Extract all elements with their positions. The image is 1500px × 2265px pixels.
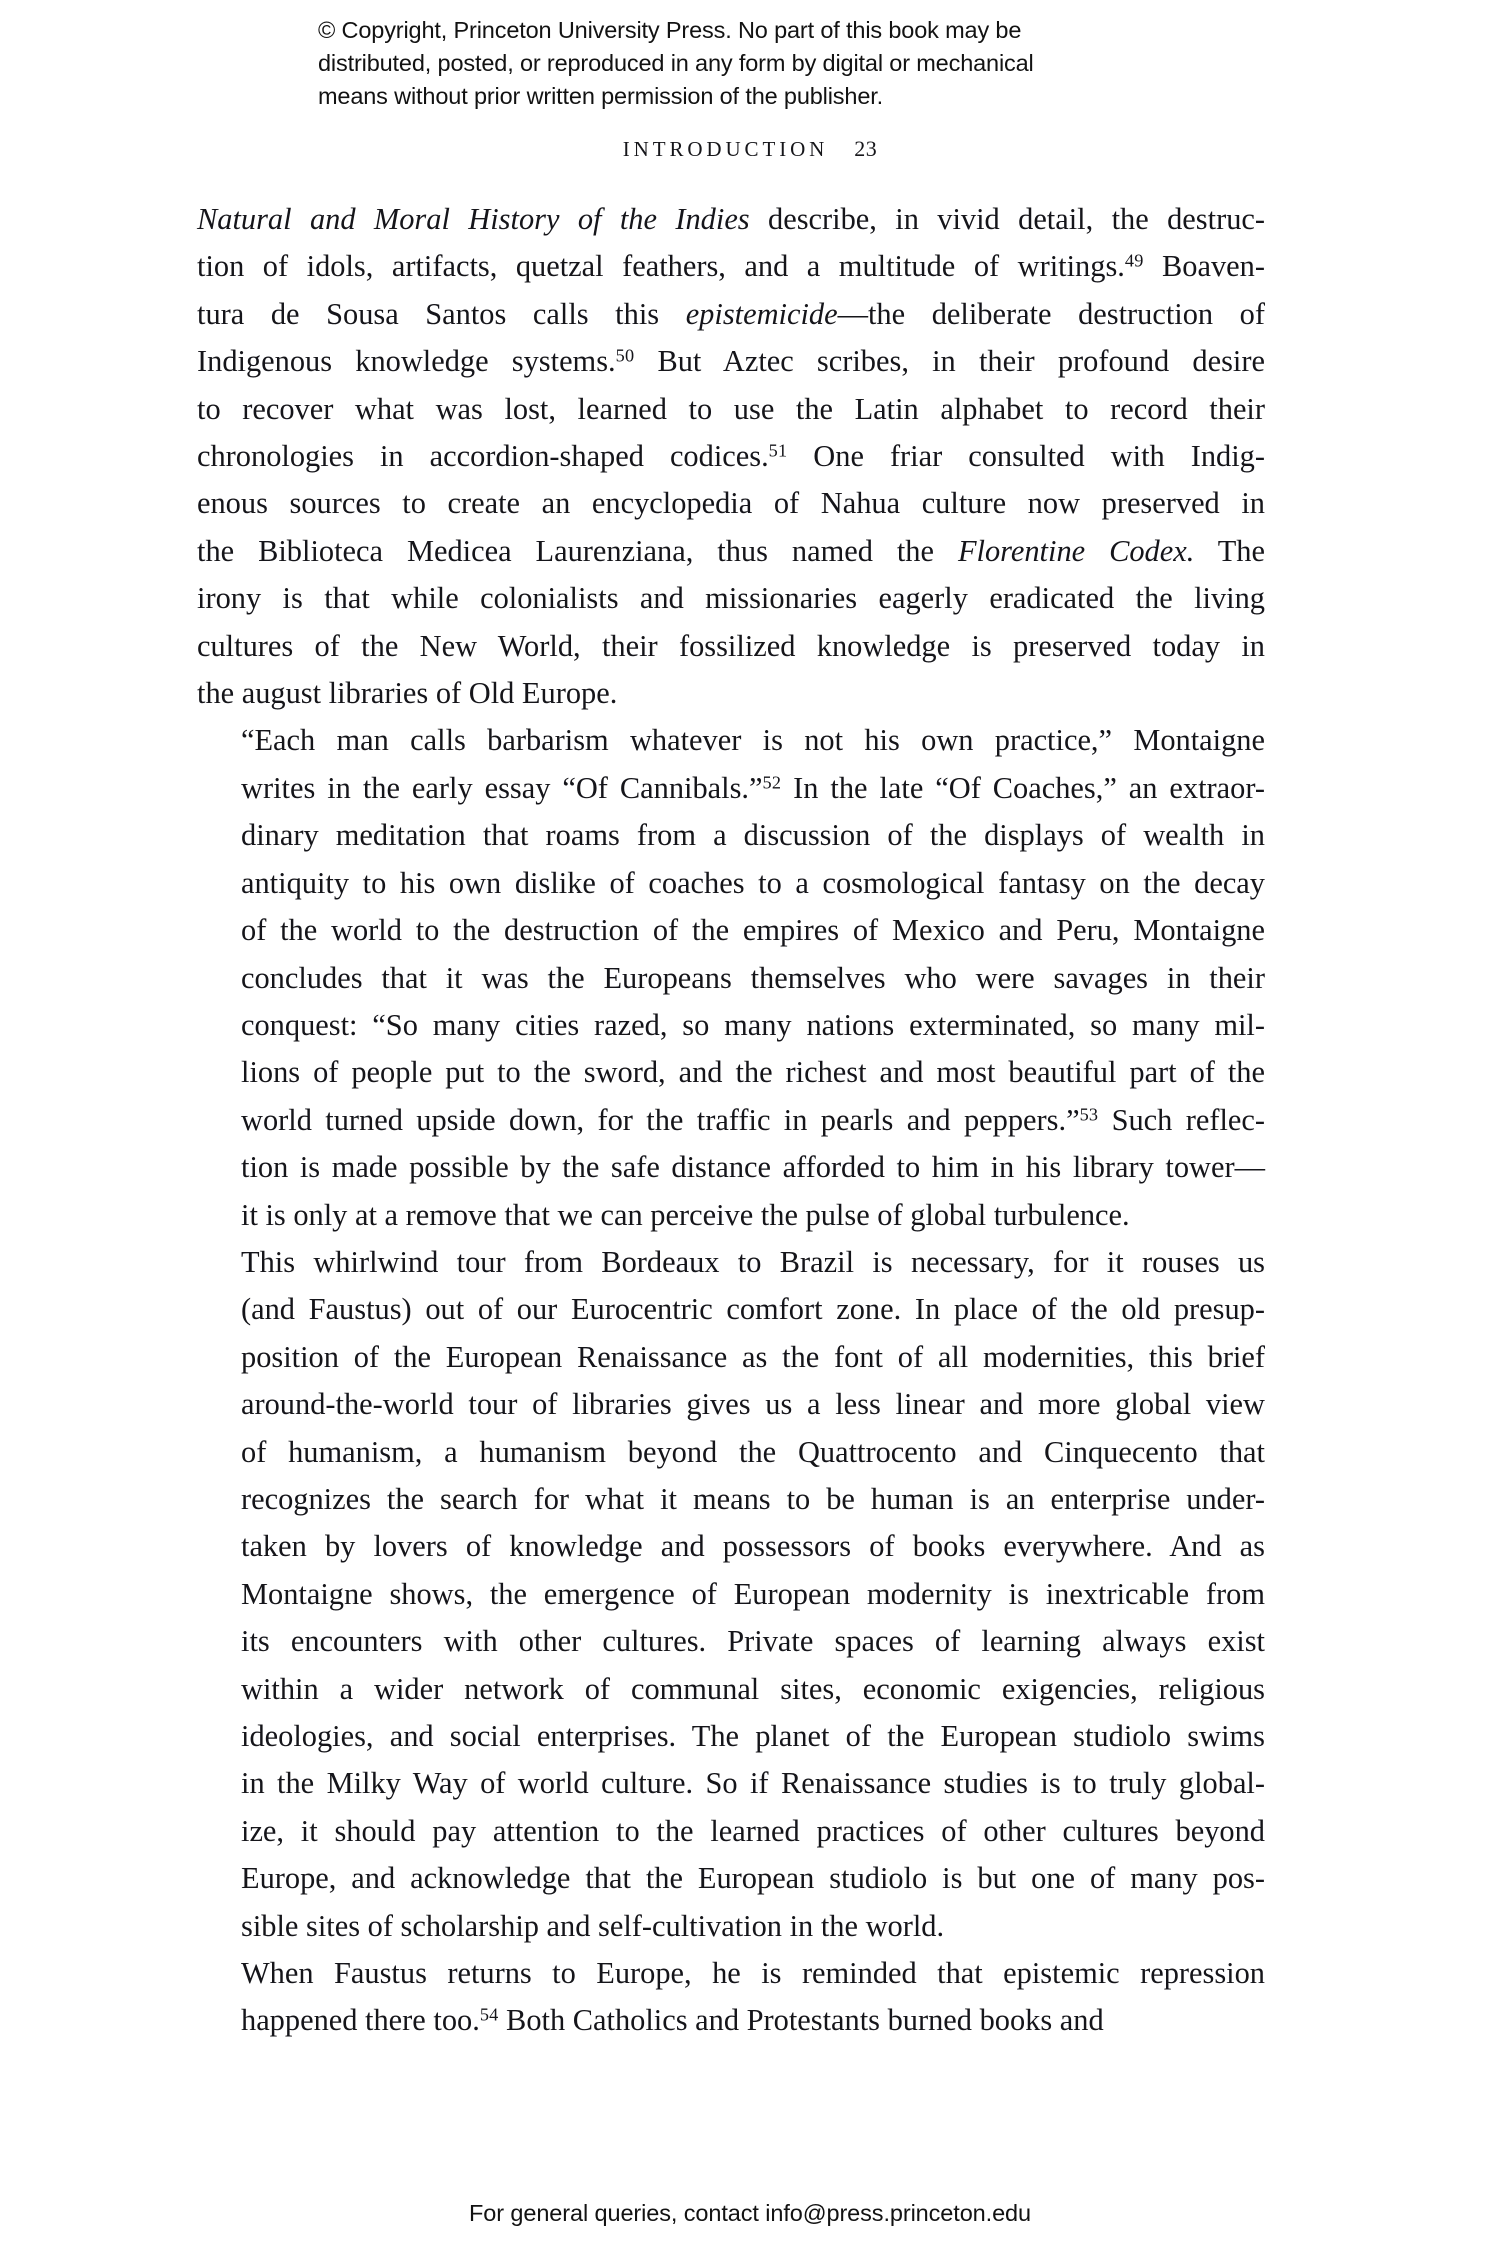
page-number: 23	[854, 136, 878, 161]
body-line: tura de Sousa Santos calls this epistemicide—the deliberate destruction of	[197, 296, 1266, 331]
body-line: cultures of the New World, their fossilized knowledge is preserved today in	[197, 628, 1265, 663]
copyright-line: © Copyright, Princeton University Press. No part of this book may be	[318, 17, 1022, 43]
body-line: world turned upside down, for the traffic in pearls and peppers.”$^{53}$ Such reflec-	[241, 1102, 1265, 1137]
body-line: the Biblioteca Medicea Laurenziana, thus named the Florentine Codex. The	[197, 533, 1265, 568]
body-line: position of the European Renaissance as the font of all modernities, this brief	[241, 1339, 1265, 1374]
body-line: tion is made possible by the safe distance afforded to him in his library tower—	[241, 1150, 1265, 1185]
body-line: concludes that it was the Europeans themselves who were savages in their	[241, 960, 1265, 995]
body-paragraph	[197, 717, 1265, 1238]
body-text-column	[197, 196, 1265, 2045]
body-line: it is only at a remove that we can perceive the pulse of global turbulence.	[241, 1197, 1130, 1232]
body-line: (and Faustus) out of our Eurocentric comfort zone. In place of the old presup-	[241, 1292, 1265, 1327]
body-line: antiquity to his own dislike of coaches to a cosmological fantasy on the decay	[241, 865, 1265, 900]
body-line: happened there too.$^{54}$ Both Catholics and Protestants burned books and	[241, 2003, 1104, 2038]
body-paragraph	[197, 196, 1265, 717]
body-line: tion of idols, artifacts, quetzal feathers, and a multitude of writings.$^{49}$ Boaven-	[197, 249, 1265, 284]
copyright-line: means without prior written permission of the publisher.	[318, 83, 884, 109]
copyright-line: distributed, posted, or reproduced in any form by digital or mechanical	[318, 50, 1034, 76]
body-line: “Each man calls barbarism whatever is not his own practice,” Montaigne	[241, 723, 1265, 758]
copyright-notice	[318, 14, 1178, 113]
body-line: writes in the early essay “Of Cannibals.”$^{52}$ In the late “Of Coaches,” an extraor-	[241, 770, 1265, 805]
footer-queries-note: For general queries, contact info@press.princeton.edu	[469, 2200, 1031, 2226]
body-line: Natural and Moral History of the Indies describe, in vivid detail, the destruc-	[197, 202, 1265, 236]
body-line: chronologies in accordion-shaped codices.$^{51}$ One friar consulted with Indig-	[197, 439, 1265, 474]
body-line: of humanism, a humanism beyond the Quattrocento and Cinquecento that	[241, 1434, 1265, 1469]
body-line: lions of people put to the sword, and the richest and most beautiful part of the	[241, 1055, 1265, 1090]
body-line: ideologies, and social enterprises. The planet of the European studiolo swims	[241, 1719, 1265, 1753]
body-line: This whirlwind tour from Bordeaux to Brazil is necessary, for it rouses us	[241, 1244, 1265, 1279]
body-line: irony is that while colonialists and missionaries eagerly eradicated the living	[197, 581, 1265, 616]
body-line: conquest: “So many cities razed, so many nations exterminated, so many mil-	[241, 1007, 1265, 1042]
body-line: recognizes the search for what it means to be human is an enterprise under-	[241, 1481, 1265, 1516]
body-line: Montaigne shows, the emergence of European modernity is inextricable from	[241, 1576, 1265, 1611]
body-line: When Faustus returns to Europe, he is reminded that epistemic repression	[241, 1956, 1265, 1991]
body-line: sible sites of scholarship and self-cultivation in the world.	[241, 1908, 945, 1943]
body-line: Indigenous knowledge systems.$^{50}$ But Aztec scribes, in their profound desire	[197, 344, 1265, 379]
body-paragraph	[197, 1239, 1265, 1950]
body-line: in the Milky Way of world culture. So if Renaissance studies is to truly global-	[241, 1766, 1265, 1801]
body-line: to recover what was lost, learned to use the Latin alphabet to record their	[197, 391, 1265, 426]
body-line: around-the-world tour of libraries gives us a less linear and more global view	[241, 1387, 1265, 1422]
body-paragraph	[197, 1950, 1265, 2045]
body-line: taken by lovers of knowledge and possessors of books everywhere. And as	[241, 1529, 1265, 1564]
body-line: dinary meditation that roams from a discussion of the displays of wealth in	[241, 818, 1265, 853]
body-line: the august libraries of Old Europe.	[197, 676, 618, 711]
running-head-title: INTRODUCTION	[622, 137, 829, 161]
body-line: Europe, and acknowledge that the European studiolo is but one of many pos-	[241, 1861, 1265, 1896]
body-line: ize, it should pay attention to the learned practices of other cultures beyond	[241, 1813, 1265, 1848]
body-line: its encounters with other cultures. Private spaces of learning always exist	[241, 1624, 1265, 1659]
body-line: of the world to the destruction of the empires of Mexico and Peru, Montaigne	[241, 913, 1265, 948]
body-line: within a wider network of communal sites, economic exigencies, religious	[241, 1671, 1265, 1706]
body-line: enous sources to create an encyclopedia of Nahua culture now preserved in	[197, 486, 1265, 521]
running-head	[0, 136, 1500, 162]
